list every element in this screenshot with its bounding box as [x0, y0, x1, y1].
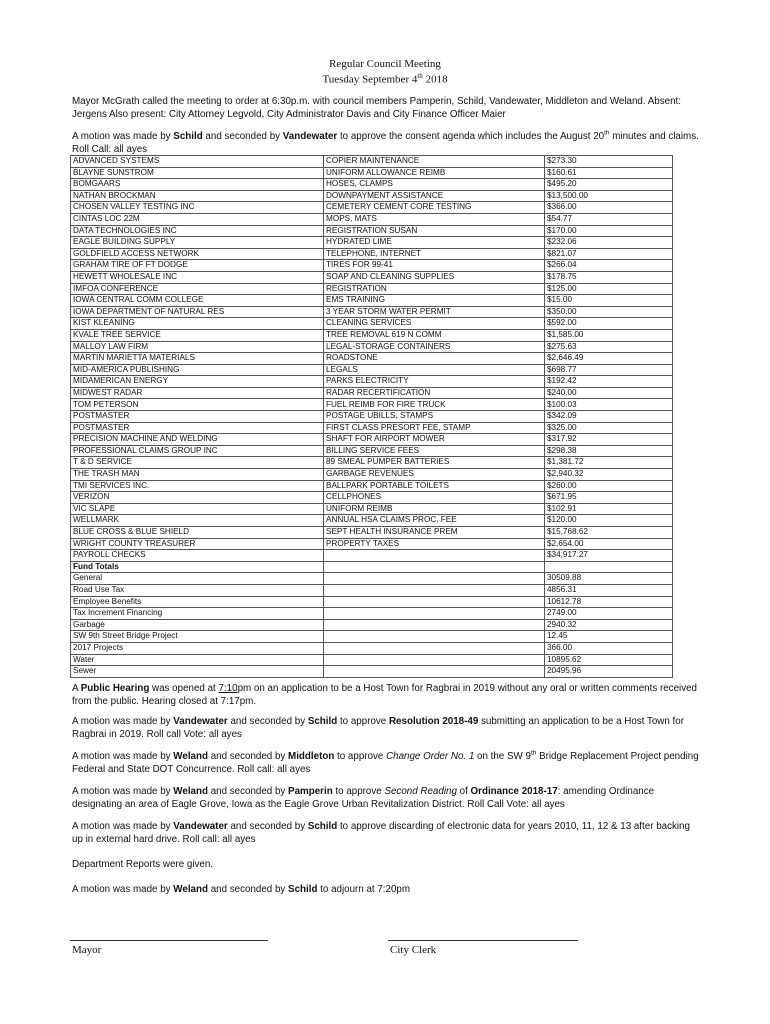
fund-amount: 4856.31: [545, 584, 673, 596]
table-row: [71, 237, 673, 249]
claim-amount: $160.61: [545, 167, 673, 179]
table-row: [71, 225, 673, 237]
empty-cell: [324, 642, 545, 654]
claim-description: LEGAL-STORAGE CONTAINERS: [324, 341, 545, 353]
claim-vendor: MID-AMERICA PUBLISHING: [71, 364, 324, 376]
table-row: [71, 260, 673, 272]
discard-mover: Vandewater: [173, 821, 228, 832]
adjourn-motion: [72, 884, 702, 897]
meeting-title: Regular Council Meeting: [329, 58, 441, 70]
fund-name: Employee Benefits: [71, 596, 324, 608]
claim-amount: $342.09: [545, 411, 673, 423]
claim-vendor: NATHAN BROCKMAN: [71, 190, 324, 202]
claim-amount: $170.00: [545, 225, 673, 237]
claim-vendor: THE TRASH MAN: [71, 469, 324, 481]
hearing-text-2: was opened at: [149, 683, 219, 694]
claim-description: GARBAGE REVENUES: [324, 469, 545, 481]
claim-description: UNIFORM REIMB: [324, 503, 545, 515]
claim-description: ANNUAL HSA CLAIMS PROC. FEE: [324, 515, 545, 527]
table-row: [71, 295, 673, 307]
hearing-text-1: A: [72, 683, 81, 694]
claim-description: TIRES FOR 99-41: [324, 260, 545, 272]
claim-vendor: GRAHAM TIRE OF FT DODGE: [71, 260, 324, 272]
claim-description: 89 SMEAL PUMPER BATTERIES: [324, 457, 545, 469]
claim-amount: $366.00: [545, 202, 673, 214]
claim-amount: $2,940.32: [545, 469, 673, 481]
claim-vendor: MIDAMERICAN ENERGY: [71, 376, 324, 388]
public-hearing-paragraph: [72, 683, 702, 708]
claim-vendor: BLUE CROSS & BLUE SHIELD: [71, 527, 324, 539]
ordinance-item: Ordinance 2018-17: [470, 786, 558, 797]
claim-amount: $592.00: [545, 318, 673, 330]
claim-amount: $120.00: [545, 515, 673, 527]
ordinance-text-1: A motion was made by: [72, 786, 174, 797]
claim-amount: $102.91: [545, 503, 673, 515]
claim-vendor: BLAYNE SUNSTROM: [71, 167, 324, 179]
claim-vendor: TOM PETERSON: [71, 399, 324, 411]
empty-cell: [324, 561, 545, 573]
fund-total-row: [71, 573, 673, 585]
claim-vendor: EAGLE BUILDING SUPPLY: [71, 237, 324, 249]
ordinance-text-3: to approve: [332, 786, 385, 797]
mayor-signature-label: Mayor: [72, 944, 102, 956]
resolution-motion: [72, 716, 702, 741]
claims-table-body: [71, 156, 673, 678]
claim-description: TREE REMOVAL 619 N COMM: [324, 329, 545, 341]
hearing-text-3: pm on an application to be a Host Town for Ragbrai in 2019 without any oral or written comments received from the public. Hearing closed at 7:17pm.: [72, 683, 697, 707]
fund-amount: 2940.32: [545, 619, 673, 631]
change-order-mover: Weland: [173, 751, 208, 762]
claim-description: SOAP AND CLEANING SUPPLIES: [324, 271, 545, 283]
claim-amount: $1,585.00: [545, 329, 673, 341]
claim-description: REGISTRATION SUSAN: [324, 225, 545, 237]
table-row: [71, 329, 673, 341]
claim-amount: $178.75: [545, 271, 673, 283]
claim-amount: $298.38: [545, 445, 673, 457]
claim-description: SEPT HEALTH INSURANCE PREM: [324, 527, 545, 539]
discard-text-1: A motion was made by: [72, 821, 174, 832]
consent-motion: [72, 131, 702, 156]
ordinance-motion: [72, 786, 702, 811]
table-row: [71, 283, 673, 295]
fund-total-row: [71, 596, 673, 608]
fund-name: Water: [71, 654, 324, 666]
claim-description: TELEPHONE, INTERNET: [324, 248, 545, 260]
claim-description: FIRST CLASS PRESORT FEE, STAMP: [324, 422, 545, 434]
fund-amount: 10895.62: [545, 654, 673, 666]
claim-vendor: TMI SERVICES INC.: [71, 480, 324, 492]
fund-totals-header-row: [71, 561, 673, 573]
claim-amount: $698.77: [545, 364, 673, 376]
ordinance-reading: Second Reading: [384, 786, 457, 797]
fund-totals-label: Fund Totals: [71, 561, 324, 573]
table-row: [71, 411, 673, 423]
meeting-date-suffix: th: [417, 72, 423, 80]
meeting-header: [0, 58, 770, 86]
adjourn-seconder: Schild: [288, 884, 318, 895]
claim-vendor: MALLOY LAW FIRM: [71, 341, 324, 353]
table-row: [71, 202, 673, 214]
table-row: [71, 271, 673, 283]
table-row: [71, 318, 673, 330]
claim-description: UNIFORM ALLOWANCE REIMB: [324, 167, 545, 179]
adjourn-text-1: A motion was made by: [72, 884, 174, 895]
claim-amount: $350.00: [545, 306, 673, 318]
resolution-text-1: A motion was made by: [72, 716, 174, 727]
change-order-sup: th: [530, 749, 537, 757]
change-order-seconder: Middleton: [288, 751, 335, 762]
claim-amount: $325.00: [545, 422, 673, 434]
clerk-signature-label: City Clerk: [390, 944, 437, 956]
fund-total-row: [71, 631, 673, 643]
table-row: [71, 527, 673, 539]
discard-seconder: Schild: [307, 821, 338, 832]
table-row: [71, 387, 673, 399]
table-row: [71, 376, 673, 388]
claim-description: [324, 550, 545, 562]
claim-description: PARKS ELECTRICITY: [324, 376, 545, 388]
claim-amount: $2,646.49: [545, 353, 673, 365]
claim-description: CEMETERY CEMENT CORE TESTING: [324, 202, 545, 214]
change-order-text-3: to approve: [334, 751, 387, 762]
claim-amount: $15.00: [545, 295, 673, 307]
fund-name: Road Use Tax: [71, 584, 324, 596]
claims-table: [70, 155, 673, 678]
table-row: [71, 422, 673, 434]
table-row: [71, 480, 673, 492]
table-row: [71, 457, 673, 469]
table-row: [71, 156, 673, 168]
change-order-item: Change Order No. 1: [386, 751, 475, 762]
meeting-date: [0, 70, 770, 86]
claim-description: CELLPHONES: [324, 492, 545, 504]
claim-vendor: PAYROLL CHECKS: [71, 550, 324, 562]
table-row: [71, 434, 673, 446]
claim-amount: $260.00: [545, 480, 673, 492]
claim-amount: $15,768.62: [545, 527, 673, 539]
claim-description: ROADSTONE: [324, 353, 545, 365]
table-row: [71, 538, 673, 550]
empty-cell: [324, 654, 545, 666]
claim-amount: $34,917.27: [545, 550, 673, 562]
resolution-mover: Vandewater: [173, 716, 228, 727]
empty-cell: [545, 561, 673, 573]
claim-vendor: KIST KLEANING: [71, 318, 324, 330]
claim-amount: $13,500.00: [545, 190, 673, 202]
table-row: [71, 248, 673, 260]
resolution-text-4: submitting an application to be a Host Town for Ragbrai in 2019. Roll call Vote: all ayes: [72, 716, 684, 740]
fund-total-row: [71, 584, 673, 596]
claim-amount: $821.07: [545, 248, 673, 260]
claim-amount: $671.95: [545, 492, 673, 504]
table-row: [71, 515, 673, 527]
table-row: [71, 550, 673, 562]
claim-description: 3 YEAR STORM WATER PERMIT: [324, 306, 545, 318]
hearing-time: 7:10: [218, 683, 238, 694]
discard-data-motion: [72, 821, 702, 846]
resolution-text-3: to approve: [337, 716, 389, 727]
claim-vendor: WELLMARK: [71, 515, 324, 527]
claim-description: COPIER MAINTENANCE: [324, 156, 545, 168]
claim-vendor: IOWA CENTRAL COMM COLLEGE: [71, 295, 324, 307]
table-row: [71, 469, 673, 481]
fund-amount: 12.45: [545, 631, 673, 643]
claim-description: HYDRATED LIME: [324, 237, 545, 249]
fund-amount: 366.00: [545, 642, 673, 654]
table-row: [71, 445, 673, 457]
claim-description: HOSES, CLAMPS: [324, 179, 545, 191]
table-row: [71, 492, 673, 504]
claim-description: LEGALS: [324, 364, 545, 376]
claim-vendor: WRIGHT COUNTY TREASURER: [71, 538, 324, 550]
claim-vendor: VERIZON: [71, 492, 324, 504]
claim-vendor: ADVANCED SYSTEMS: [71, 156, 324, 168]
claim-description: BALLPARK PORTABLE TOILETS: [324, 480, 545, 492]
claim-description: MOPS, MATS: [324, 213, 545, 225]
fund-name: 2017 Projects: [71, 642, 324, 654]
claim-amount: $275.63: [545, 341, 673, 353]
claim-vendor: POSTMASTER: [71, 422, 324, 434]
adjourn-mover: Weland: [173, 884, 208, 895]
claim-amount: $317.92: [545, 434, 673, 446]
mayor-signature-line: [70, 940, 268, 941]
fund-name: SW 9th Street Bridge Project: [71, 631, 324, 643]
claim-vendor: MARTIN MARIETTA MATERIALS: [71, 353, 324, 365]
empty-cell: [324, 596, 545, 608]
meeting-date-text: Tuesday September 4: [322, 73, 418, 86]
claim-amount: $232.06: [545, 237, 673, 249]
fund-amount: 30509.88: [545, 573, 673, 585]
empty-cell: [324, 584, 545, 596]
claim-amount: $192.42: [545, 376, 673, 388]
change-order-motion: [72, 751, 702, 776]
fund-name: Tax Increment Financing: [71, 608, 324, 620]
table-row: [71, 167, 673, 179]
claim-amount: $54.77: [545, 213, 673, 225]
consent-text-2: and seconded by: [202, 131, 283, 142]
change-order-text-4: on the SW 9: [474, 751, 531, 762]
claim-description: BILLING SERVICE FEES: [324, 445, 545, 457]
ordinance-text-5: : amending Ordinance designating an area of Eagle Grove, Iowa as the Eagle Grove Urban Revitalization District. Roll Call Vote: all ayes: [72, 786, 655, 810]
claim-vendor: VIC SLAPE: [71, 503, 324, 515]
fund-total-row: [71, 619, 673, 631]
claim-description: RADAR RECERTIFICATION: [324, 387, 545, 399]
claim-vendor: PROFESSIONAL CLAIMS GROUP INC: [71, 445, 324, 457]
table-row: [71, 179, 673, 191]
table-row: [71, 306, 673, 318]
claim-description: SHAFT FOR AIRPORT MOWER: [324, 434, 545, 446]
claim-vendor: BOMGAARS: [71, 179, 324, 191]
empty-cell: [324, 608, 545, 620]
opening-paragraph: Mayor McGrath called the meeting to order at 6:30p.m. with council members Pamperin, Schild, Vandewater, Middleton and Weland. Absent: Jergens Also present: City Attorney Legvold, City Administrator Davis and City Finance Officer Maier: [72, 96, 681, 120]
empty-cell: [324, 631, 545, 643]
claim-amount: $266.04: [545, 260, 673, 272]
fund-total-row: [71, 654, 673, 666]
clerk-signature-line: [388, 940, 578, 941]
resolution-text-2: and seconded by: [227, 716, 308, 727]
claim-description: EMS TRAINING: [324, 295, 545, 307]
adjourn-text-3: to adjourn at 7:20pm: [317, 884, 411, 895]
claim-vendor: T & D SERVICE: [71, 457, 324, 469]
claim-description: CLEANING SERVICES: [324, 318, 545, 330]
meeting-date-year: 2018: [425, 73, 448, 86]
empty-cell: [324, 666, 545, 678]
claim-vendor: PRECISION MACHINE AND WELDING: [71, 434, 324, 446]
claim-description: DOWNPAYMENT ASSISTANCE: [324, 190, 545, 202]
claim-amount: $125.00: [545, 283, 673, 295]
fund-amount: 10612.78: [545, 596, 673, 608]
ordinance-text-4: of: [456, 786, 471, 797]
adjourn-text-2: and seconded by: [207, 884, 289, 895]
claim-vendor: CINTAS LOC 22M: [71, 213, 324, 225]
claim-amount: $273.30: [545, 156, 673, 168]
consent-text-3: to approve the consent agenda which includes the August 20: [337, 131, 605, 142]
claim-vendor: GOLDFIELD ACCESS NETWORK: [71, 248, 324, 260]
ordinance-mover: Weland: [173, 786, 208, 797]
claim-description: FUEL REIMB FOR FIRE TRUCK: [324, 399, 545, 411]
claim-description: REGISTRATION: [324, 283, 545, 295]
claim-amount: $1,381.72: [545, 457, 673, 469]
claim-vendor: POSTMASTER: [71, 411, 324, 423]
table-row: [71, 353, 673, 365]
consent-mover: Schild: [173, 131, 203, 142]
table-row: [71, 503, 673, 515]
claim-description: PROPERTY TAXES: [324, 538, 545, 550]
department-reports: Department Reports were given.: [72, 859, 214, 870]
change-order-text-2: and seconded by: [207, 751, 289, 762]
ordinance-text-2: and seconded by: [207, 786, 289, 797]
claim-vendor: HEWETT WHOLESALE INC: [71, 271, 324, 283]
table-row: [71, 190, 673, 202]
claim-vendor: IMFOA CONFERENCE: [71, 283, 324, 295]
ordinance-seconder: Pamperin: [288, 786, 333, 797]
consent-text-1: A motion was made by: [72, 131, 174, 142]
fund-amount: 2749.00: [545, 608, 673, 620]
claim-vendor: KVALE TREE SERVICE: [71, 329, 324, 341]
consent-seconder: Vandewater: [282, 131, 338, 142]
claim-amount: $100.03: [545, 399, 673, 411]
claim-vendor: MIDWEST RADAR: [71, 387, 324, 399]
claim-vendor: IOWA DEPARTMENT OF NATURAL RES: [71, 306, 324, 318]
claim-amount: $240.00: [545, 387, 673, 399]
fund-name: General: [71, 573, 324, 585]
resolution-item: Resolution 2018-49: [388, 716, 479, 727]
consent-text-4: minutes and claims. Roll Call: all ayes: [72, 131, 699, 155]
fund-name: Sewer: [71, 666, 324, 678]
fund-total-row: [71, 608, 673, 620]
claim-vendor: DATA TECHNOLOGIES INC: [71, 225, 324, 237]
fund-total-row: [71, 666, 673, 678]
discard-text-2: and seconded by: [227, 821, 308, 832]
fund-amount: 20495.96: [545, 666, 673, 678]
fund-total-row: [71, 642, 673, 654]
discard-text-3: to approve discarding of electronic data for years 2010, 11, 12 & 13 after backing up in external hard drive. Roll call: all ayes: [72, 821, 690, 845]
table-row: [71, 364, 673, 376]
change-order-text-1: A motion was made by: [72, 751, 174, 762]
claim-amount: $495.20: [545, 179, 673, 191]
claim-amount: $2,654.00: [545, 538, 673, 550]
resolution-seconder: Schild: [307, 716, 338, 727]
table-row: [71, 341, 673, 353]
change-order-text-5: Bridge Replacement Project pending Federal and State DOT Concurrence. Roll call: all ayes: [72, 751, 699, 775]
fund-name: Garbage: [71, 619, 324, 631]
hearing-bold: Public Hearing: [80, 683, 150, 694]
claim-description: POSTAGE UBILLS, STAMPS: [324, 411, 545, 423]
table-row: [71, 399, 673, 411]
claim-vendor: CHOSEN VALLEY TESTING INC: [71, 202, 324, 214]
table-row: [71, 213, 673, 225]
consent-sup: th: [604, 129, 610, 137]
empty-cell: [324, 619, 545, 631]
empty-cell: [324, 573, 545, 585]
